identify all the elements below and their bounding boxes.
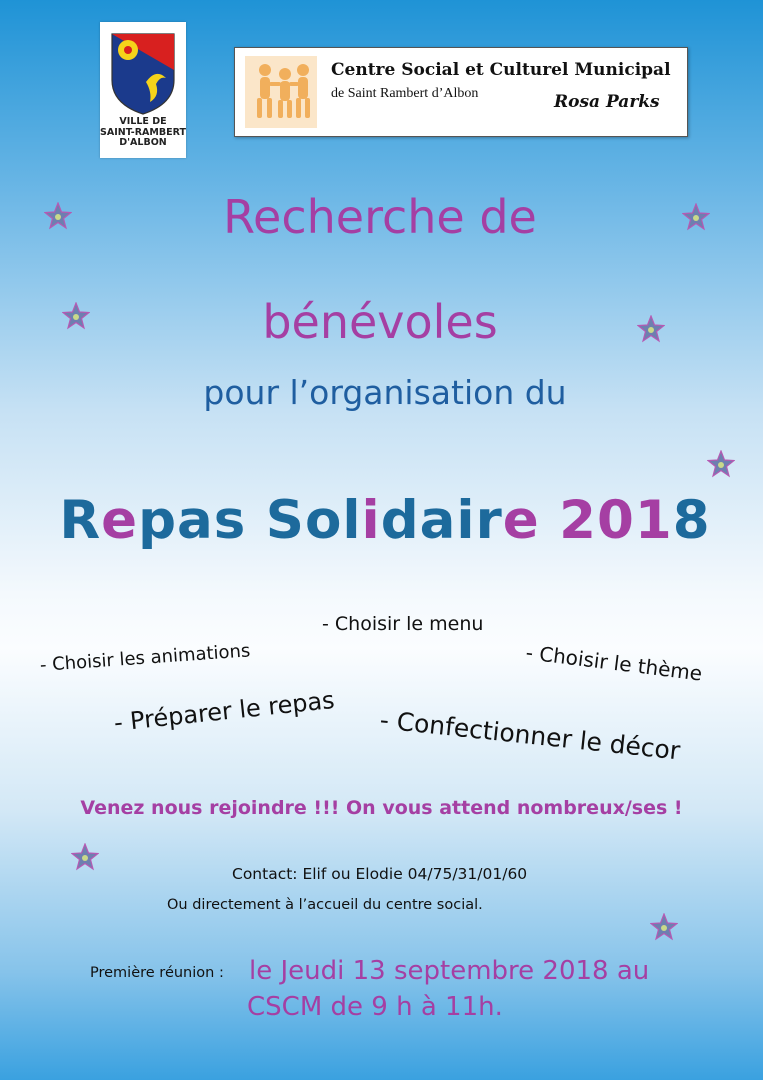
meeting-date: le Jeudi 13 septembre 2018 au <box>249 956 650 986</box>
star-icon <box>71 843 99 871</box>
task-theme: - Choisir le thème <box>524 640 704 686</box>
star-icon <box>682 203 710 231</box>
crest-line-3: D'ALBON <box>119 137 167 148</box>
crest-shield-icon <box>108 30 178 116</box>
star-icon <box>44 202 72 230</box>
banner-title: Centre Social et Culturel Municipal <box>331 60 671 80</box>
task-decor: - Confectionner le décor <box>378 705 682 766</box>
event-title-part: 8 <box>672 490 711 551</box>
crest-line-2: SAINT-RAMBERT <box>100 126 186 138</box>
heading-line-1: Recherche de <box>223 190 537 244</box>
meeting-label: Première réunion : <box>90 965 224 981</box>
event-title-part: pas Sol <box>138 490 362 551</box>
direct-contact-note: Ou directement à l’accueil du centre social. <box>167 897 483 913</box>
event-title-part: e 201 <box>502 490 673 551</box>
task-menu: - Choisir le menu <box>322 613 484 635</box>
children-circle-logo-icon <box>245 56 317 128</box>
event-title-part: R <box>59 490 102 551</box>
star-icon <box>637 315 665 343</box>
event-title-part: e <box>101 490 139 551</box>
town-crest-logo <box>100 22 186 158</box>
task-repas: - Préparer le repas <box>112 685 336 737</box>
event-title <box>40 490 730 551</box>
banner-location: de Saint Rambert d’Albon <box>331 86 479 101</box>
crest-line-1: VILLE DE <box>119 116 167 127</box>
event-title-part: dai <box>380 490 476 551</box>
event-title-part: r <box>475 490 503 551</box>
banner-name: Rosa Parks <box>554 92 660 112</box>
callout-text: Venez nous rejoindre !!! On vous attend nombreux/ses ! <box>80 797 683 819</box>
contact-info: Contact: Elif ou Elodie 04/75/31/01/60 <box>232 865 528 883</box>
star-icon <box>707 450 735 478</box>
star-icon <box>650 913 678 941</box>
crest-caption <box>100 117 186 149</box>
centre-social-banner <box>234 47 688 137</box>
heading-subtitle: pour l’organisation du <box>203 373 567 412</box>
heading-line-2: bénévoles <box>262 295 498 349</box>
star-icon <box>62 302 90 330</box>
meeting-place-time: CSCM de 9 h à 11h. <box>247 992 503 1022</box>
task-animations: - Choisir les animations <box>39 640 251 676</box>
event-title-part: i <box>361 490 381 551</box>
